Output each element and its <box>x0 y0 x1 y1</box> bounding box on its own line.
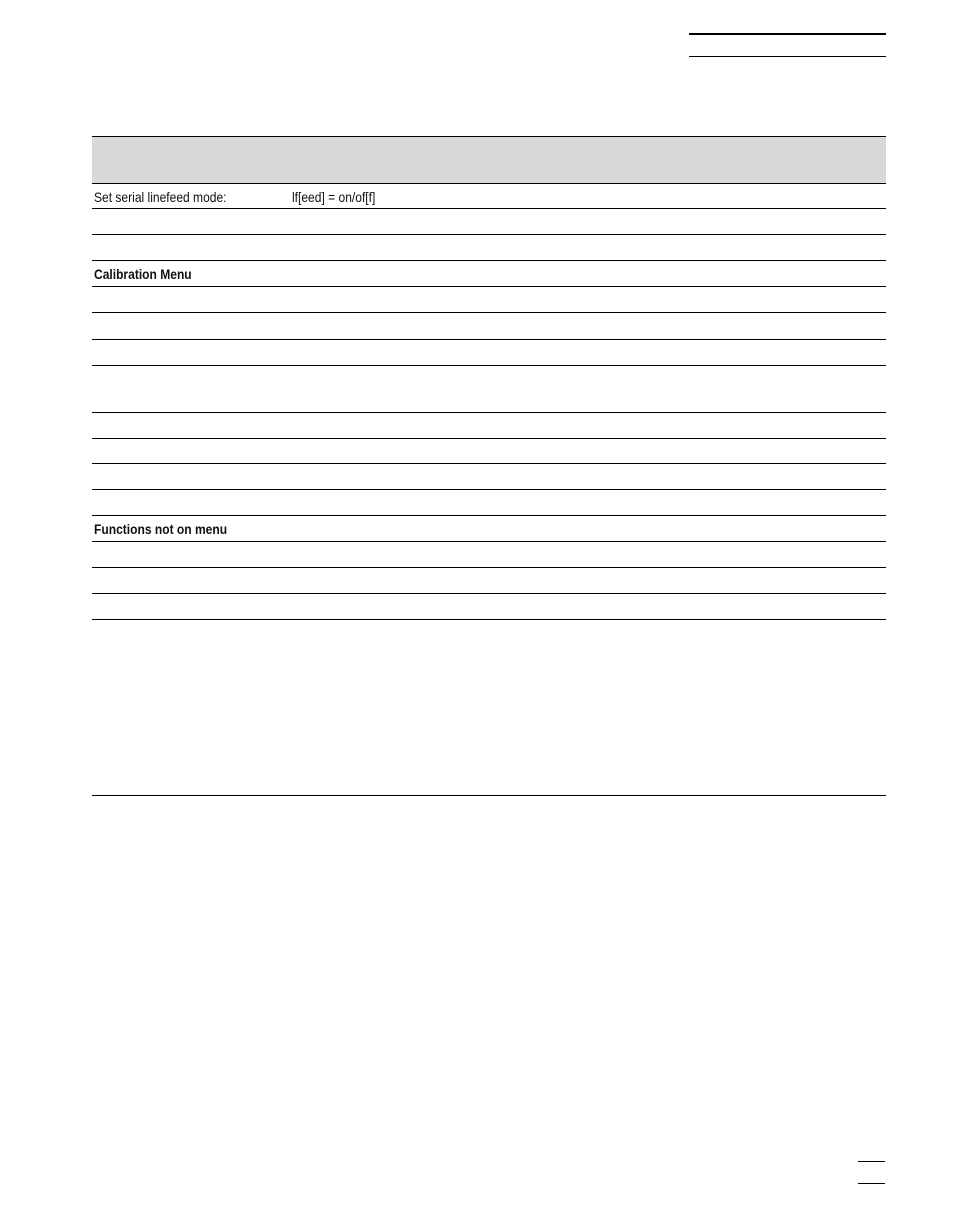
row-divider <box>92 489 886 490</box>
header-rule-bottom <box>689 56 886 57</box>
section-calibration-menu: Calibration Menu <box>94 266 192 282</box>
table-header <box>92 136 886 184</box>
row-divider <box>92 365 886 366</box>
command-serial-linefeed: lf[eed] = on/of[f] <box>292 189 376 205</box>
row-divider <box>92 515 886 516</box>
row-divider <box>92 234 886 235</box>
footer-rule-top <box>858 1161 885 1162</box>
row-divider <box>92 412 886 413</box>
row-divider <box>92 463 886 464</box>
row-divider <box>92 312 886 313</box>
row-divider <box>92 438 886 439</box>
footer-rule-bottom <box>858 1183 885 1184</box>
header-rule-top <box>689 33 886 35</box>
table-bottom-rule <box>92 795 886 796</box>
row-divider <box>92 286 886 287</box>
row-divider <box>92 260 886 261</box>
setting-label-serial-linefeed: Set serial linefeed mode: <box>94 189 227 205</box>
row-divider <box>92 541 886 542</box>
row-divider <box>92 208 886 209</box>
row-divider <box>92 593 886 594</box>
section-functions-not-on-menu: Functions not on menu <box>94 521 228 537</box>
row-divider <box>92 567 886 568</box>
row-divider <box>92 339 886 340</box>
row-divider <box>92 619 886 620</box>
